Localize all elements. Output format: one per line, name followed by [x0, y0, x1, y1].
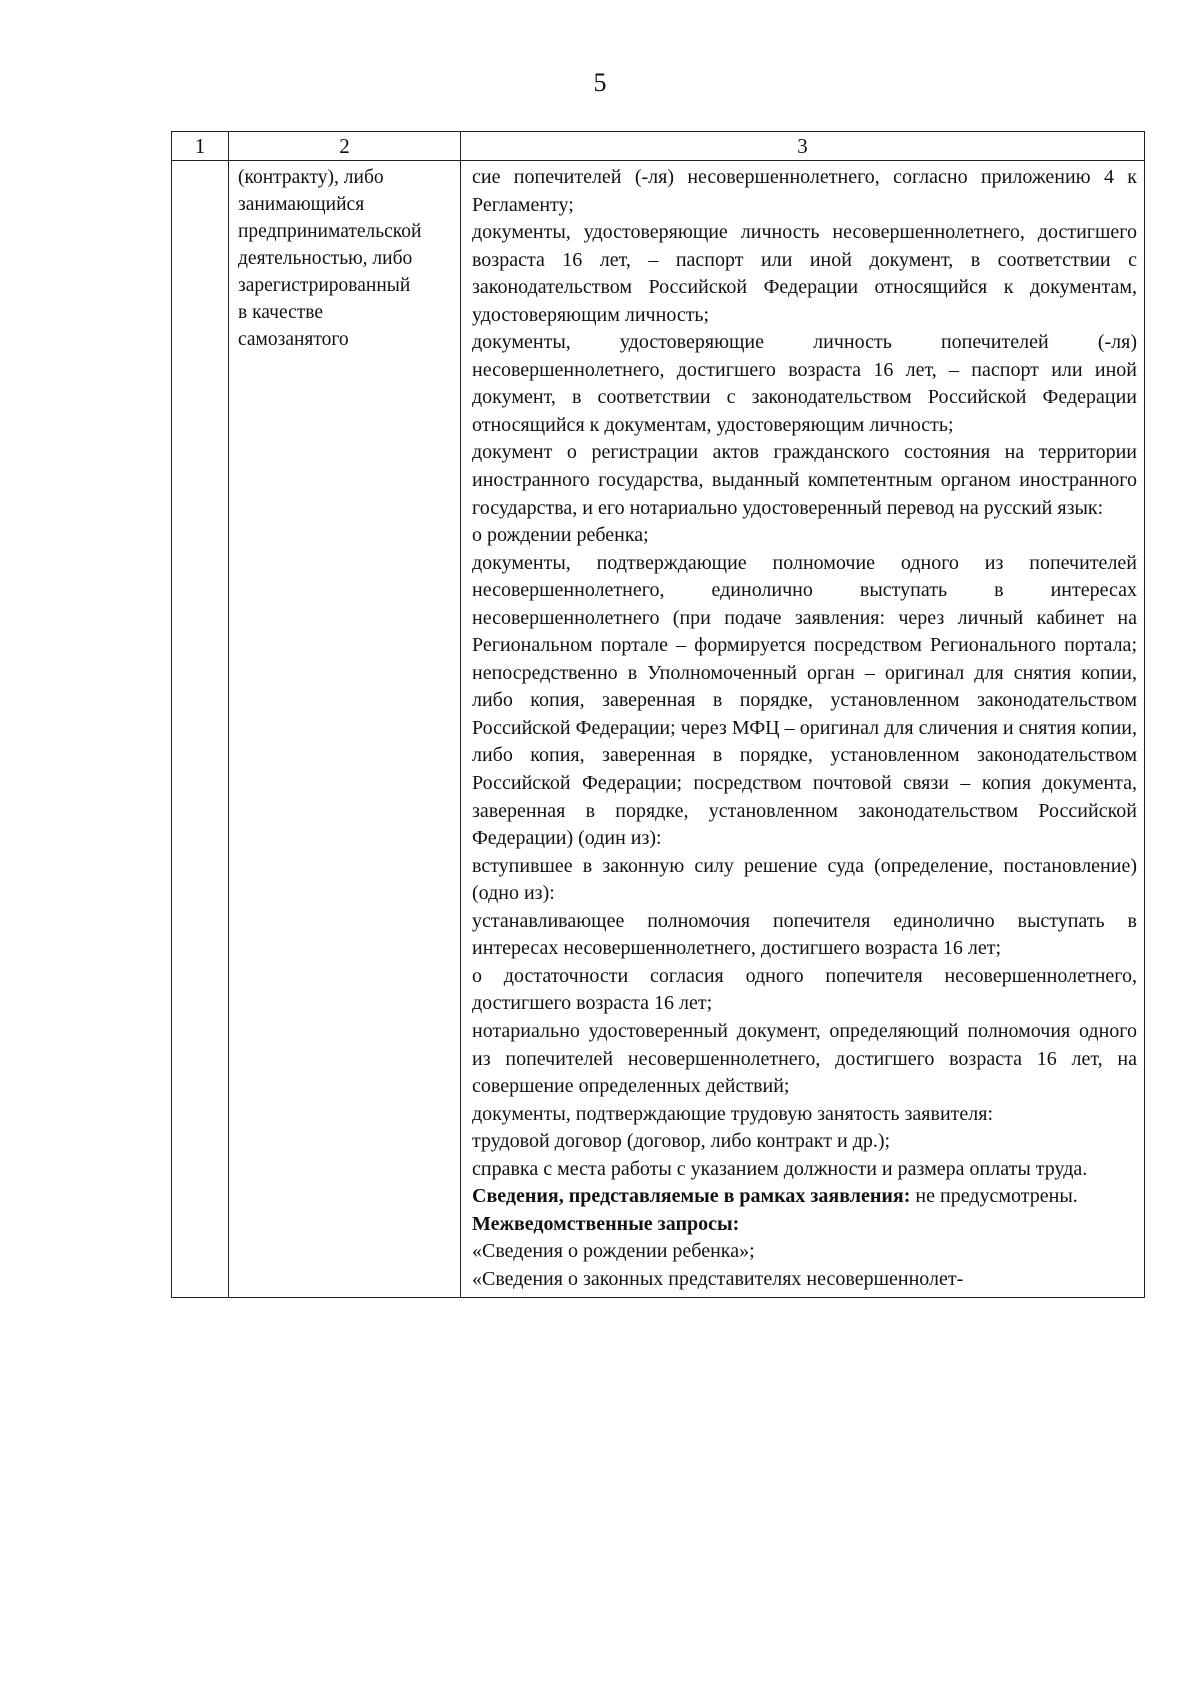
info-heading: Сведения, представляемые в рамках заявления:	[472, 1185, 911, 1208]
col2-line: зарегистрированный	[238, 275, 411, 296]
document-paragraph: устанавливающее полномочия попечителя единолично выступать в интересах несовершеннолетнего, достигшего возраста 16 лет;	[472, 909, 1137, 960]
requirements-table	[171, 131, 1145, 1298]
request-item: «Сведения о рождении ребенка»;	[472, 1240, 755, 1263]
applicant-category-text	[229, 161, 460, 353]
header-col-2: 2	[229, 132, 461, 161]
document-paragraph: документы, подтверждающие трудовую занятость заявителя:	[472, 1102, 994, 1125]
page-number: 5	[593, 68, 607, 97]
document-paragraph: трудовой договор (договор, либо контракт и др.);	[472, 1130, 891, 1153]
request-item: «Сведения о законных представителях несовершеннолет-	[472, 1267, 964, 1290]
col2-line: деятельностью, либо	[238, 248, 413, 269]
col3-cell	[461, 161, 1145, 1298]
header-col-3: 3	[461, 132, 1145, 161]
document-paragraph: о достаточности согласия одного попечителя несовершеннолетнего, достигшего возраста 16 лет;	[472, 964, 1137, 1015]
col2-line: самозанятого	[238, 329, 349, 350]
header-col-1: 1	[172, 132, 229, 161]
document-paragraph: сие попечителей (-ля) несовершеннолетнего, согласно приложению 4 к Регламенту;	[472, 166, 1137, 216]
table-row	[172, 161, 1145, 1298]
col2-cell	[229, 161, 461, 1298]
document-paragraph: документ о регистрации актов гражданского состояния на территории иностранного государства, выданный компетентным органом иностранного государства, и его нотариально удостоверенный перевод на русский язык:	[472, 441, 1137, 519]
col2-line: предпринимательской	[238, 221, 422, 242]
col2-line: занимающийся	[238, 194, 365, 215]
document-paragraph: документы, удостоверяющие личность несовершеннолетнего, достигшего возраста 16 лет, – паспорт или иной документ, в соответствии с законодательством Российской Федерации относящийся к документам, удостоверяющим личность;	[472, 221, 1137, 326]
col1-cell	[172, 161, 229, 1298]
document-paragraph: нотариально удостоверенный документ, определяющий полномочия одного из попечителей несовершеннолетнего, достигшего возраста 16 лет, на совершение определенных действий;	[472, 1019, 1137, 1098]
col2-line: (контракту), либо	[238, 167, 384, 188]
document-paragraph: вступившее в законную силу решение суда (определение, постановление) (одно из):	[472, 854, 1137, 905]
table-header-row	[172, 132, 1145, 161]
info-paragraph	[472, 1183, 1137, 1211]
info-value: не предусмотрены.	[910, 1185, 1078, 1208]
requests-heading: Межведомственные запросы:	[472, 1212, 740, 1235]
document-paragraph: справка с места работы с указанием должности и размера оплаты труда.	[472, 1157, 1088, 1180]
documents-list	[461, 161, 1144, 1297]
document-paragraph: о рождении ребенка;	[472, 524, 649, 547]
document-paragraph: документы, удостоверяющие личность попечителей (-ля) несовершеннолетнего, достигшего возраста 16 лет, – паспорт или иной документ, в соответствии с законодательством Российской Федерации относящийся к документам, удостоверяющим личность;	[472, 331, 1137, 436]
document-paragraph: документы, подтверждающие полномочие одного из попечителей несовершеннолетнего, единолично выступать в интересах несовершеннолетнего (при подаче заявления: через личный кабинет на Региональном портале – формируется посредством Регионального портала; непосредственно в Уполномоченный орган – оригинал для снятия копии, либо копия, заверенная в порядке, установленном законодательством Российской Федерации; через МФЦ – оригинал для сличения и снятия копии, либо копия, заверенная в порядке, установленном законодательством Российской Федерации; посредством почтовой связи – копия документа, заверенная в порядке, установленном законодательством Российской Федерации) (один из):	[472, 551, 1137, 850]
col2-line: в качестве	[238, 302, 324, 323]
